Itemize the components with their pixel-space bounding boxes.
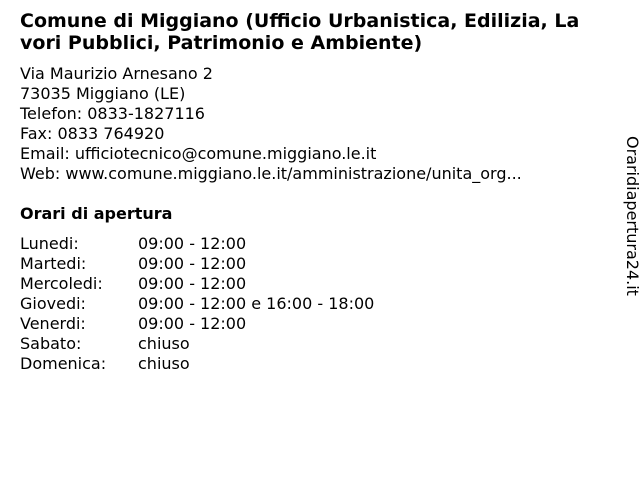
hours-value: 09:00 - 12:00 [138,234,247,253]
hours-day: Lunedi: [20,234,79,253]
office-card [20,10,590,374]
hours-row-giovedi [20,294,590,314]
hours-value: 09:00 - 12:00 e 16:00 - 18:00 [138,294,375,313]
hours-row-lunedi [20,234,590,254]
hours-value: 09:00 - 12:00 [138,314,247,333]
hours-row-sabato [20,334,590,354]
address-street: Via Maurizio Arnesano 2 [20,64,213,83]
fax-number: Fax: 0833 764920 [20,124,165,143]
opening-hours-heading: Orari di apertura [20,204,173,223]
hours-value: 09:00 - 12:00 [138,254,247,273]
site-watermark: Oraridiapertura24.it [623,136,642,296]
website-link: Web: www.comune.miggiano.le.it/amministrazione/unita_org... [20,164,522,183]
office-title: Comune di Miggiano (Ufficio Urbanistica, Edilizia, Lavori Pubblici, Patrimonio e Ambiente) [20,10,580,54]
address-city: 73035 Miggiano (LE) [20,84,186,103]
hours-day: Martedi: [20,254,87,273]
hours-row-domenica [20,354,590,374]
hours-day: Domenica: [20,354,107,373]
hours-value: chiuso [138,334,190,353]
email-address: Email: ufficiotecnico@comune.miggiano.le.it [20,144,377,163]
hours-row-martedi [20,254,590,274]
contact-block [20,64,590,184]
phone-number: Telefon: 0833-1827116 [20,104,205,123]
hours-row-mercoledi [20,274,590,294]
hours-day: Mercoledi: [20,274,103,293]
hours-day: Giovedi: [20,294,86,313]
hours-value: chiuso [138,354,190,373]
hours-value: 09:00 - 12:00 [138,274,247,293]
opening-hours-table [20,234,590,374]
hours-day: Sabato: [20,334,82,353]
hours-row-venerdi [20,314,590,334]
hours-day: Venerdi: [20,314,86,333]
